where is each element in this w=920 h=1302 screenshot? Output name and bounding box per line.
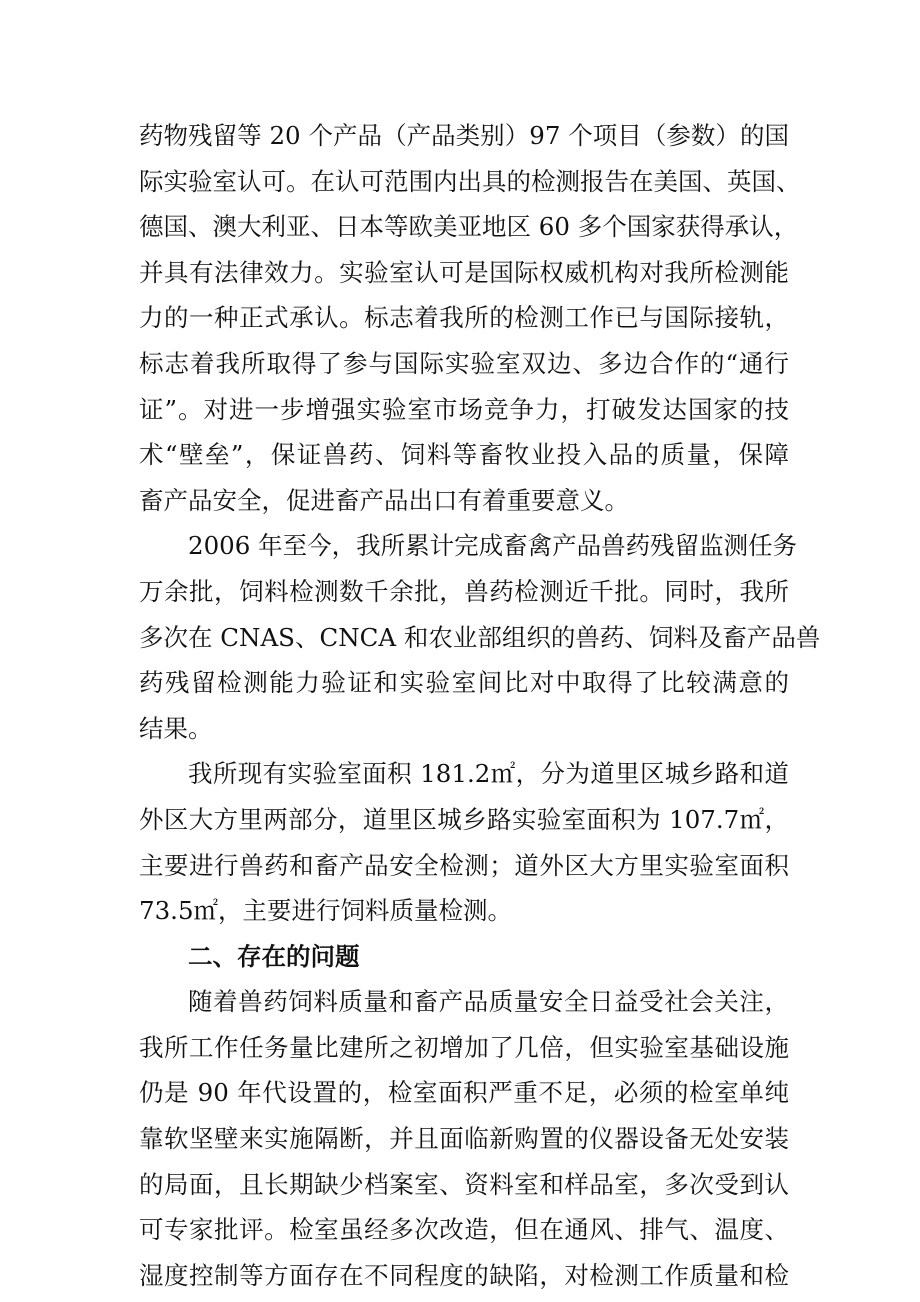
section-heading: 二、存在的问题 <box>188 941 360 971</box>
text-line: 可专家批评。检室虽经多次改造，但在通风、排气、温度、 <box>139 1215 789 1245</box>
text-line: 随着兽药饲料质量和畜产品质量安全日益受社会关注， <box>188 987 789 1017</box>
text-line: 湿度控制等方面存在不同程度的缺陷，对检测工作质量和检 <box>139 1260 789 1290</box>
text-line: 73.5㎡，主要进行饲料质量检测。 <box>139 896 513 926</box>
text-line: 际实验室认可。在认可范围内出具的检测报告在美国、英国、 <box>139 166 801 196</box>
text-line: 结果。 <box>139 713 213 743</box>
text-line: 2006 年至今，我所累计完成畜禽产品兽药残留监测任务 <box>188 531 798 561</box>
text-line: 畜产品安全，促进畜产品出口有着重要意义。 <box>139 485 629 515</box>
text-line: 的局面，且长期缺少档案室、资料室和样品室，多次受到认 <box>139 1169 789 1199</box>
text-line: 外区大方里两部分，道里区城乡路实验室面积为 107.7㎡， <box>139 804 789 834</box>
text-line: 德国、澳大利亚、日本等欧美亚地区 60 多个国家获得承认， <box>139 212 799 242</box>
paragraph-lab-area <box>139 751 789 933</box>
text-line: 力的一种正式承认。标志着我所的检测工作已与国际接轨， <box>139 303 789 333</box>
text-line: 我所现有实验室面积 181.2㎡，分为道里区城乡路和道 <box>188 759 789 789</box>
text-line: 药残留检测能力验证和实验室间比对中取得了比较满意的 <box>139 668 789 698</box>
text-line: 我所工作任务量比建所之初增加了几倍，但实验室基础设施 <box>139 1032 789 1062</box>
text-line: 药物残留等 20 个产品（产品类别）97 个项目（参数）的国 <box>139 121 789 150</box>
text-line: 多次在 CNAS、CNCA 和农业部组织的兽药、饲料及畜产品兽 <box>139 622 821 652</box>
text-line: 主要进行兽药和畜产品安全检测；道外区大方里实验室面积 <box>139 850 789 880</box>
text-line: 仍是 90 年代设置的，检室面积严重不足，必须的检室单纯 <box>139 1078 789 1108</box>
paragraph-testing-results <box>139 523 821 751</box>
document-body <box>139 113 821 1298</box>
text-line: 并具有法律效力。实验室认可是国际权威机构对我所检测能 <box>139 257 789 287</box>
paragraph-existing-problems <box>139 979 789 1298</box>
paragraph-lab-accreditation <box>139 113 801 523</box>
text-line: 万余批，饲料检测数千余批，兽药检测近千批。同时，我所 <box>139 576 789 606</box>
text-line: 术“壁垒”，保证兽药、饲料等畜牧业投入品的质量，保障 <box>139 440 789 470</box>
text-line: 证”。对进一步增强实验室市场竞争力，打破发达国家的技 <box>139 394 789 424</box>
text-line: 靠软坚壁来实施隔断，并且面临新购置的仪器设备无处安装 <box>139 1124 789 1154</box>
text-line: 标志着我所取得了参与国际实验室双边、多边合作的“通行 <box>139 348 789 378</box>
